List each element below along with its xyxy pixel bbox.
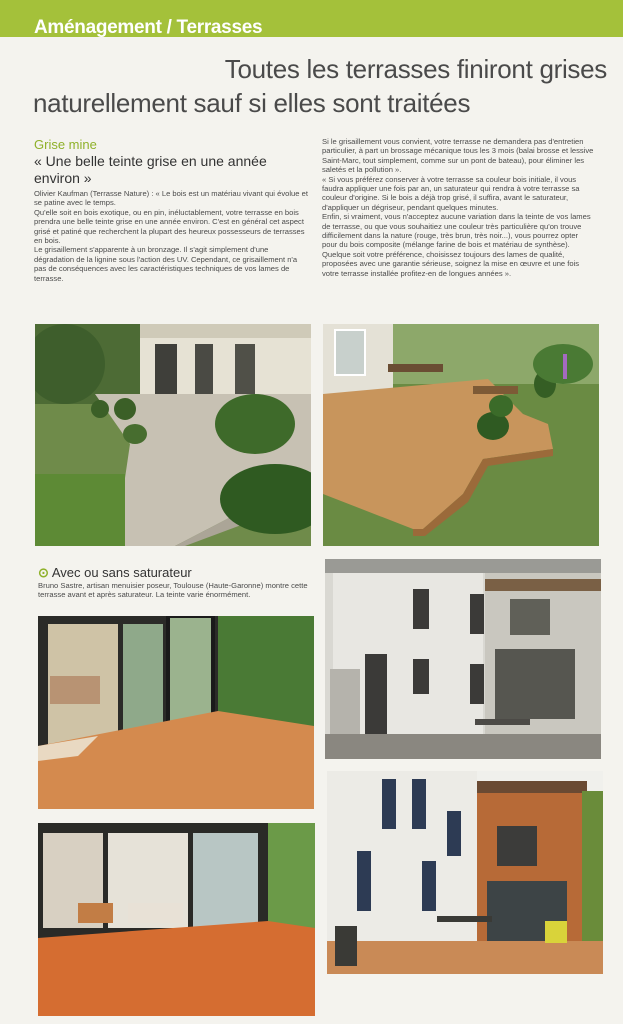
article-column-right [322,137,594,278]
paragraph: Le grisaillement s'apparente à un bronzage. Il s'agit simplement d'une dégradation de la lignine sous l'action des UV. Cependant, ce grisaillement n'a pas de conséquences avec les caractéristiques techniques de vos lames de terrasse. [34,245,298,283]
photo-house-before [325,559,601,759]
paragraph: « Si vous préférez conserver à votre terrasse sa couleur bois initiale, il vous faudra appliquer une fois par an, un saturateur qui rendra à votre terrasse sa couleur d'origine. Si le bois a déjà trop grisé, il suffira, avant le saturateur, d'appliquer un dégriseur, pendant quelques minutes. [322,174,580,212]
box-text: Bruno Sastre, artisan menuisier poseur, Toulouse (Haute-Garonne) montre cette terrasse avant et après saturateur. La teinte varie énormément. [38,581,308,600]
photo-house-after [327,771,603,974]
headline-line-2: naturellement sauf si elles sont traitées [33,88,471,118]
paragraph: Qu'elle soit en bois exotique, ou en pin, inéluctablement, votre terrasse en bois prendra une belle teinte grise en une année environ. C'est en général cet aspect grisé et patiné que recherchent la plupart des heureux possesseurs de terrasses en bois. [34,207,305,246]
sidebar-box [38,565,310,600]
photo-interior-deck [38,616,314,809]
paragraph: Olivier Kaufman (Terrasse Nature) : « Le bois est un matériau vivant qui évolue et se patine avec le temps. [34,189,308,208]
paragraph: Quelque soit votre préférence, choisissez toujours des lames de qualité, proposées avec une garantie sérieuse, soignez la mise en œuvre et une fois votre terrasse installée profitez-en de longues années ». [322,249,580,278]
box-marker-icon: ⊙ [38,565,49,580]
paragraph: Enfin, si vraiment, vous n'acceptez aucune variation dans la teinte de vos lames de terrasse, ou que vous souhaitiez une couleur très particulière qu'on trouve difficilement dans la nature (rouge, très brun, très noir...), vous pourrez opter pour du bois composite (mélange farine de bois et matériau de synthèse). [322,212,591,250]
article-column-left [34,137,308,283]
box-title-row [38,565,310,580]
section-title: Aménagement / Terrasses [34,17,263,38]
paragraph: Si le grisaillement vous convient, votre terrasse ne demandera pas d'entretien particulier, à part un brossage mécanique tous les 3 mois (balai brosse et lessive Saint-Marc, tout simplement, comme sur un pont de bateau), pour éliminer les saletés et la pollution ». [322,137,594,175]
photo-interior-red-deck [38,823,315,1016]
section-header-band [0,0,623,37]
article-subtitle: « Une belle teinte grise en une année environ » [34,153,267,186]
photo-wood-terrace [323,324,599,546]
article-kicker: Grise mine [34,137,97,152]
photo-grey-terrace [35,324,311,546]
box-title: Avec ou sans saturateur [51,565,192,580]
headline-line-1: Toutes les terrasses finiront grises [224,54,607,84]
